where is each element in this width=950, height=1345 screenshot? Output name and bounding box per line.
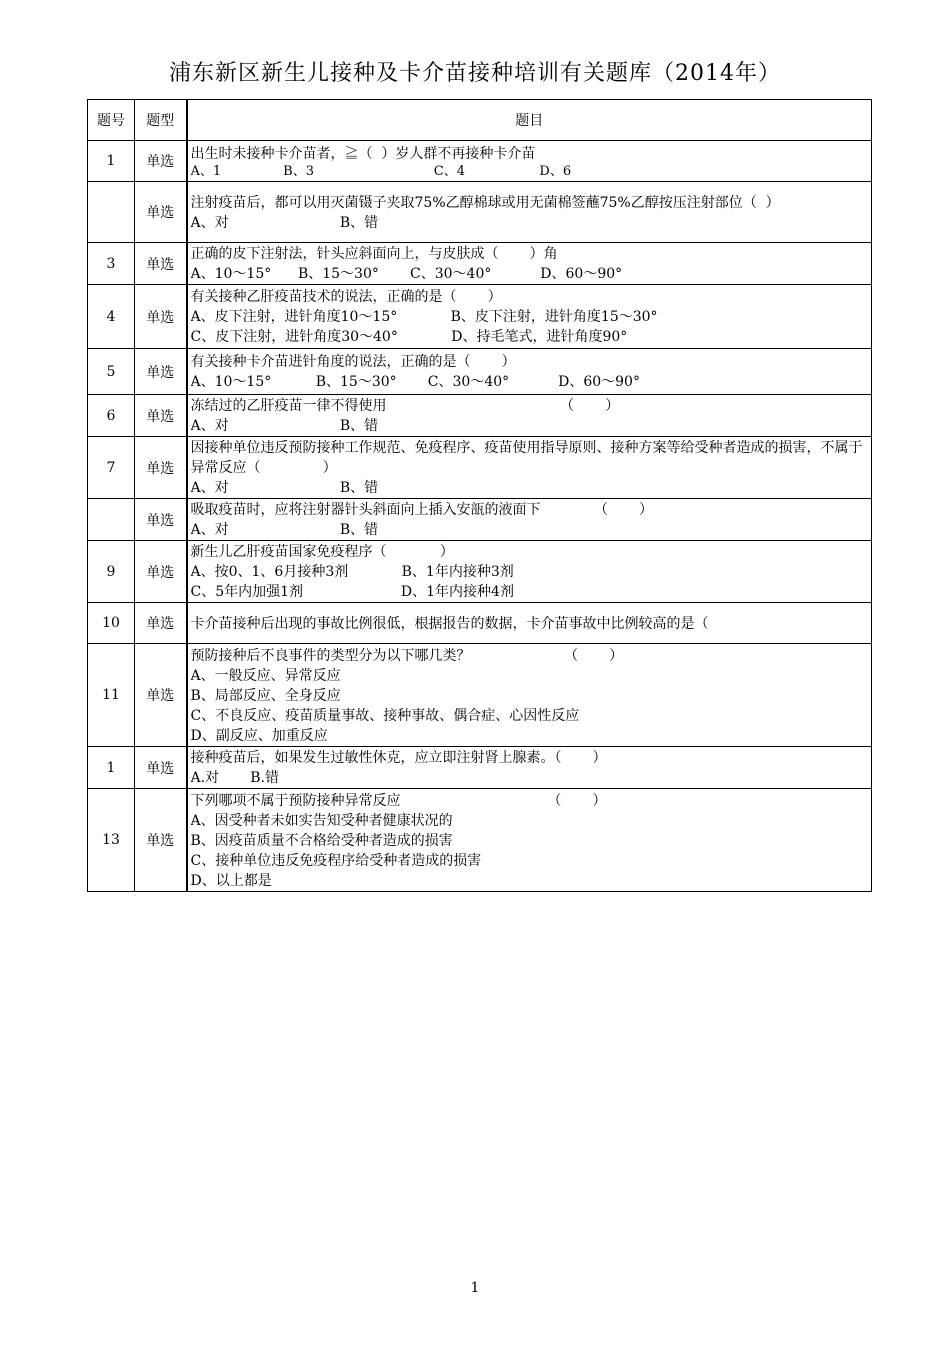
question-cell: [187, 644, 872, 747]
question-cell: [187, 141, 872, 182]
answer-option: A.对 B.错: [190, 770, 279, 786]
question-cell: [187, 499, 872, 541]
table-row: [88, 603, 872, 644]
answer-option: A、10～15° B、15～30° C、30～40° D、60～90°: [190, 266, 623, 282]
question-type: 单选: [135, 603, 187, 644]
question-type: 单选: [135, 437, 187, 499]
question-text: 注射疫苗后，都可以用灭菌镊子夹取75%乙醇棉球或用无菌棉签蘸75%乙醇按压注射部位（ ）: [190, 194, 780, 211]
question-cell: [187, 243, 872, 285]
answer-option: B、局部反应、全身反应: [190, 687, 341, 704]
question-table: [87, 99, 872, 892]
question-text: 预防接种后不良事件的类型分为以下哪几类？ （ ）: [190, 647, 624, 664]
table-row: [88, 437, 872, 499]
answer-option: A、按0、1、6月接种3剂 B、1年内接种3剂: [190, 564, 514, 580]
question-type: 单选: [135, 541, 187, 603]
question-type: 单选: [135, 395, 187, 437]
question-number: [88, 182, 135, 243]
answer-option: C、5年内加强1剂 D、1年内接种4剂: [190, 584, 514, 600]
answer-option: D、以上都是: [190, 872, 272, 889]
table-row: [88, 644, 872, 747]
table-row: [88, 541, 872, 603]
question-number: 1: [88, 747, 135, 789]
answer-option: C、不良反应、疫苗质量事故、接种事故、偶合症、心因性反应: [190, 707, 580, 724]
question-number: 3: [88, 243, 135, 285]
question-cell: [187, 437, 872, 499]
question-text: 吸取疫苗时，应将注射器针头斜面向上插入安瓿的液面下 （ ）: [190, 502, 654, 518]
question-cell: [187, 395, 872, 437]
question-number: 7: [88, 437, 135, 499]
answer-option: C、接种单位违反免疫程序给受种者造成的损害: [190, 852, 482, 869]
table-row: [88, 395, 872, 437]
answer-option: A、1 B、3 C、4 D、6: [190, 163, 572, 179]
question-number: 6: [88, 395, 135, 437]
answer-option: A、皮下注射，进针角度10～15° B、皮下注射，进针角度15～30°: [190, 309, 658, 325]
question-text: 新生儿乙肝疫苗国家免疫程序（ ）: [190, 544, 454, 560]
question-cell: [187, 541, 872, 603]
question-type: 单选: [135, 285, 187, 349]
table-row: [88, 243, 872, 285]
table-row: [88, 499, 872, 541]
question-number: 13: [88, 789, 135, 892]
question-number: [88, 499, 135, 541]
table-header-row: [88, 100, 872, 141]
question-number: 11: [88, 644, 135, 747]
question-type: 单选: [135, 747, 187, 789]
table-row: [88, 141, 872, 182]
header-type: 题型: [135, 100, 187, 141]
question-type: 单选: [135, 644, 187, 747]
answer-option: A、对 B、错: [190, 214, 379, 231]
question-cell: [187, 789, 872, 892]
question-number: 5: [88, 349, 135, 395]
question-type: 单选: [135, 789, 187, 892]
table-row: [88, 747, 872, 789]
page-title: 浦东新区新生儿接种及卡介苗接种培训有关题库（2014年）: [169, 61, 781, 86]
answer-option: C、皮下注射，进针角度30～40° D、持毛笔式，进针角度90°: [190, 329, 628, 345]
question-cell: [187, 182, 872, 243]
question-text: 因接种单位违反预防接种工作规范、免疫程序、疫苗使用指导原则、接种方案等给受种者造成的损害，不属于异常反应（ ）: [190, 440, 863, 476]
question-type: 单选: [135, 243, 187, 285]
question-text: 接种疫苗后，如果发生过敏性休克，应立即注射肾上腺素。（ ）: [190, 750, 607, 766]
question-type: 单选: [135, 499, 187, 541]
question-text: 下列哪项不属于预防接种异常反应 （ ）: [190, 792, 607, 809]
question-text: 出生时未接种卡介苗者，≧（ ）岁人群不再接种卡介苗: [190, 145, 536, 162]
question-cell: [187, 747, 872, 789]
answer-option: A、10～15° B、15～30° C、30～40° D、60～90°: [190, 374, 640, 390]
answer-option: A、对 B、错: [190, 522, 379, 538]
header-question: 题目: [187, 100, 872, 141]
answer-option: A、一般反应、异常反应: [190, 667, 341, 684]
table-row: [88, 789, 872, 892]
answer-option: A、对 B、错: [190, 418, 379, 434]
question-text: 有关接种乙肝疫苗技术的说法，正确的是（ ）: [190, 289, 502, 305]
question-number: 9: [88, 541, 135, 603]
question-number: 10: [88, 603, 135, 644]
question-cell: [187, 603, 872, 644]
question-type: 单选: [135, 349, 187, 395]
question-text: 正确的皮下注射法，针头应斜面向上，与皮肤成（ ）角: [190, 246, 558, 262]
answer-option: A、对 B、错: [190, 480, 379, 496]
answer-option: A、因受种者未如实告知受种者健康状况的: [190, 812, 453, 829]
question-cell: [187, 285, 872, 349]
question-cell: [187, 349, 872, 395]
table-row: [88, 285, 872, 349]
question-type: 单选: [135, 182, 187, 243]
answer-option: B、因疫苗质量不合格给受种者造成的损害: [190, 832, 453, 849]
question-text: 冻结过的乙肝疫苗一律不得使用 （ ）: [190, 398, 620, 414]
question-number: 4: [88, 285, 135, 349]
table-row: [88, 349, 872, 395]
answer-option: D、副反应、加重反应: [190, 727, 328, 744]
question-text: 卡介苗接种后出现的事故比例很低，根据报告的数据，卡介苗事故中比例较高的是（: [190, 615, 709, 632]
header-number: 题号: [88, 100, 135, 141]
question-number: 1: [88, 141, 135, 182]
question-type: 单选: [135, 141, 187, 182]
page-number: 1: [470, 1280, 480, 1296]
question-text: 有关接种卡介苗进针角度的说法，正确的是（ ）: [190, 354, 516, 370]
table-row: [88, 182, 872, 243]
